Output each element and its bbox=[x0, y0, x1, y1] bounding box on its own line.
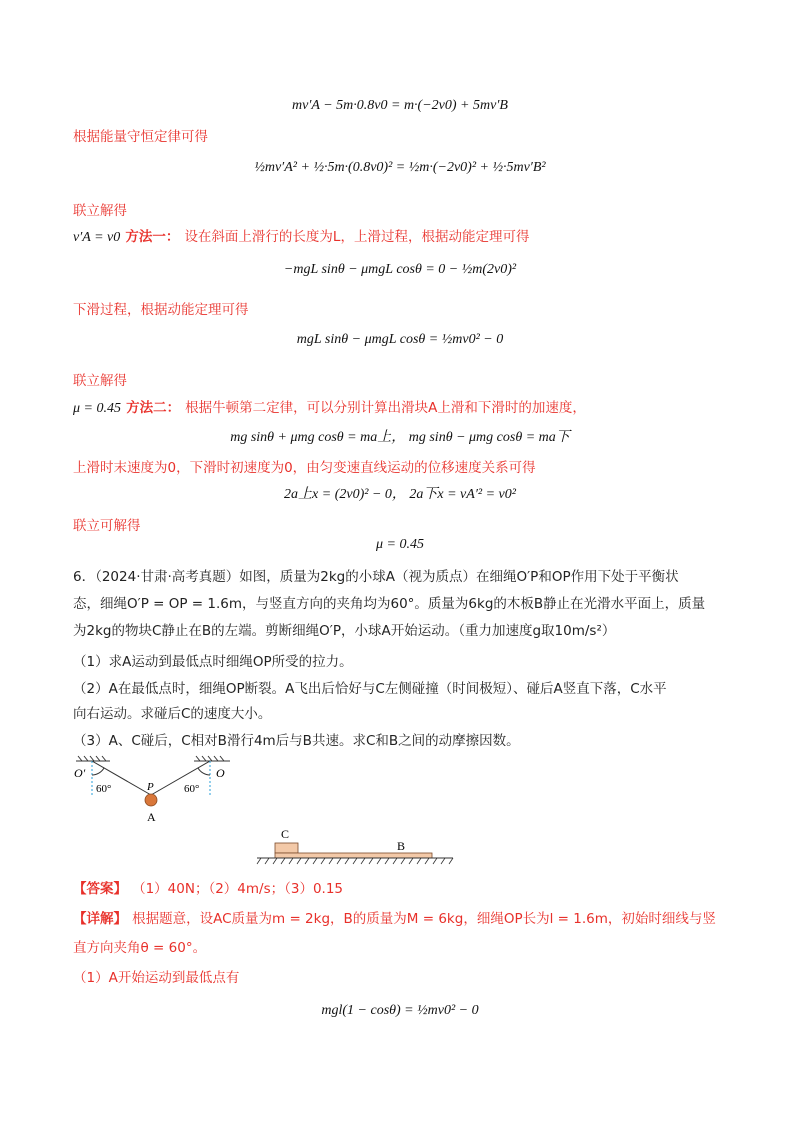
angle-left-label: 60° bbox=[96, 783, 112, 795]
detail-line-2: 直方向夹角θ = 60°。 bbox=[73, 940, 207, 956]
right-hatch bbox=[196, 756, 224, 761]
method1-title: 方法一： bbox=[125, 229, 180, 245]
pendulum-figure bbox=[70, 755, 240, 825]
eq-momentum: mv′A − 5m·0.8v0 = m·(−2v0) + 5mv′B bbox=[292, 98, 508, 113]
eq-final: mgl(1 − cosθ) = ½mv0² − 0 bbox=[321, 1003, 479, 1018]
left-angle-arc bbox=[92, 768, 104, 775]
answer-tag: 【答案】 bbox=[73, 881, 127, 897]
detail-tag: 【详解】 bbox=[73, 911, 127, 927]
eq-energy-right: = ½m·(−2v0)² + ½·5mv′B² bbox=[395, 160, 546, 175]
label-c: C bbox=[281, 827, 290, 841]
label-o-prime: O′ bbox=[74, 766, 86, 780]
label-solve-1: 联立解得 bbox=[73, 203, 127, 219]
detail-line-1: 根据题意，设AC质量为m = 2kg，B的质量为M = 6kg，细绳OP长为l = 1.6m，初始时细线与竖 bbox=[132, 911, 716, 927]
right-angle-arc bbox=[198, 768, 210, 775]
ground-hatch bbox=[257, 858, 453, 864]
method1-line bbox=[73, 225, 529, 246]
result-mu-2: μ = 0.45 bbox=[376, 537, 424, 552]
label-a: A bbox=[147, 810, 156, 824]
q6-sub-1: （1）求A运动到最低点时细绳OP所受的拉力。 bbox=[73, 654, 353, 670]
board-b bbox=[275, 853, 432, 858]
label-solve-2: 联立解得 bbox=[73, 373, 127, 389]
label-solve-3: 联立可解得 bbox=[73, 518, 141, 534]
eq-kin: 2a上x = (2v0)² − 0， 2a下x = vA′² = v0² bbox=[284, 487, 516, 502]
result-va: v′A = v0 bbox=[73, 230, 121, 245]
q6-sub-2b: 向右运动。求碰后C的速度大小。 bbox=[73, 706, 272, 722]
answer-line bbox=[73, 877, 343, 897]
angle-right-label: 60° bbox=[184, 783, 200, 795]
board-figure bbox=[255, 825, 455, 870]
ball-a bbox=[145, 794, 157, 806]
label-down: 下滑过程，根据动能定理可得 bbox=[73, 302, 249, 318]
method2-title: 方法二： bbox=[126, 400, 181, 416]
q6-line-2: 态，细绳O′P = OP = 1.6m，与竖直方向的夹角均为60°。质量为6kg的木板B静止在光滑水平面上，质量 bbox=[73, 596, 706, 612]
method2-text: 根据牛顿第二定律，可以分别计算出滑块A上滑和下滑时的加速度， bbox=[185, 400, 586, 416]
method1-text: 设在斜面上滑行的长度为L，上滑过程，根据动能定理可得 bbox=[184, 229, 530, 245]
eq-energy-left: ½mv′A² + ½·5m·(0.8v0)² bbox=[254, 160, 393, 175]
method2-line bbox=[73, 396, 586, 417]
eq-up: −mgL sinθ − μmgL cosθ = 0 − ½m(2v0)² bbox=[283, 262, 517, 277]
rope-op bbox=[151, 761, 210, 795]
detail-sub-1: （1）A开始运动到最低点有 bbox=[73, 970, 240, 986]
q6-sub-2a: （2）A在最低点时，细绳OP断裂。A飞出后恰好与C左侧碰撞（时间极短）、碰后A竖直下落，C水平 bbox=[73, 681, 667, 697]
eq-down: mgL sinθ − μmgL cosθ = ½mv0² − 0 bbox=[296, 332, 504, 347]
q6-sub-3: （3）A、C碰后，C相对B滑行4m后与B共速。求C和B之间的动摩擦因数。 bbox=[73, 733, 520, 749]
q6-line-3: 为2kg的物块C静止在B的左端。剪断细绳O′P，小球A开始运动。（重力加速度g取10m/s²） bbox=[73, 623, 616, 639]
label-b: B bbox=[397, 839, 406, 853]
result-mu-1: μ = 0.45 bbox=[73, 401, 121, 416]
left-hatch bbox=[78, 756, 106, 761]
q6-line-1: 6．（2024·甘肃·高考真题）如图，质量为2kg的小球A（视为质点）在细绳O′P和OP作用下处于平衡状 bbox=[73, 569, 679, 585]
block-c bbox=[275, 843, 298, 853]
label-o: O bbox=[216, 766, 225, 780]
detail-line-1-wrap bbox=[73, 907, 716, 927]
eq-acc: mg sinθ + μmg cosθ = ma上， mg sinθ − μmg cosθ = ma下 bbox=[230, 430, 570, 445]
eq-energy bbox=[0, 160, 800, 176]
label-energy: 根据能量守恒定律可得 bbox=[73, 129, 208, 145]
answer-text: （1）40N；（2）4m/s；（3）0.15 bbox=[132, 881, 344, 897]
label-p: P bbox=[147, 781, 154, 793]
label-kin: 上滑时末速度为0，下滑时初速度为0，由匀变速直线运动的位移速度关系可得 bbox=[73, 460, 536, 476]
